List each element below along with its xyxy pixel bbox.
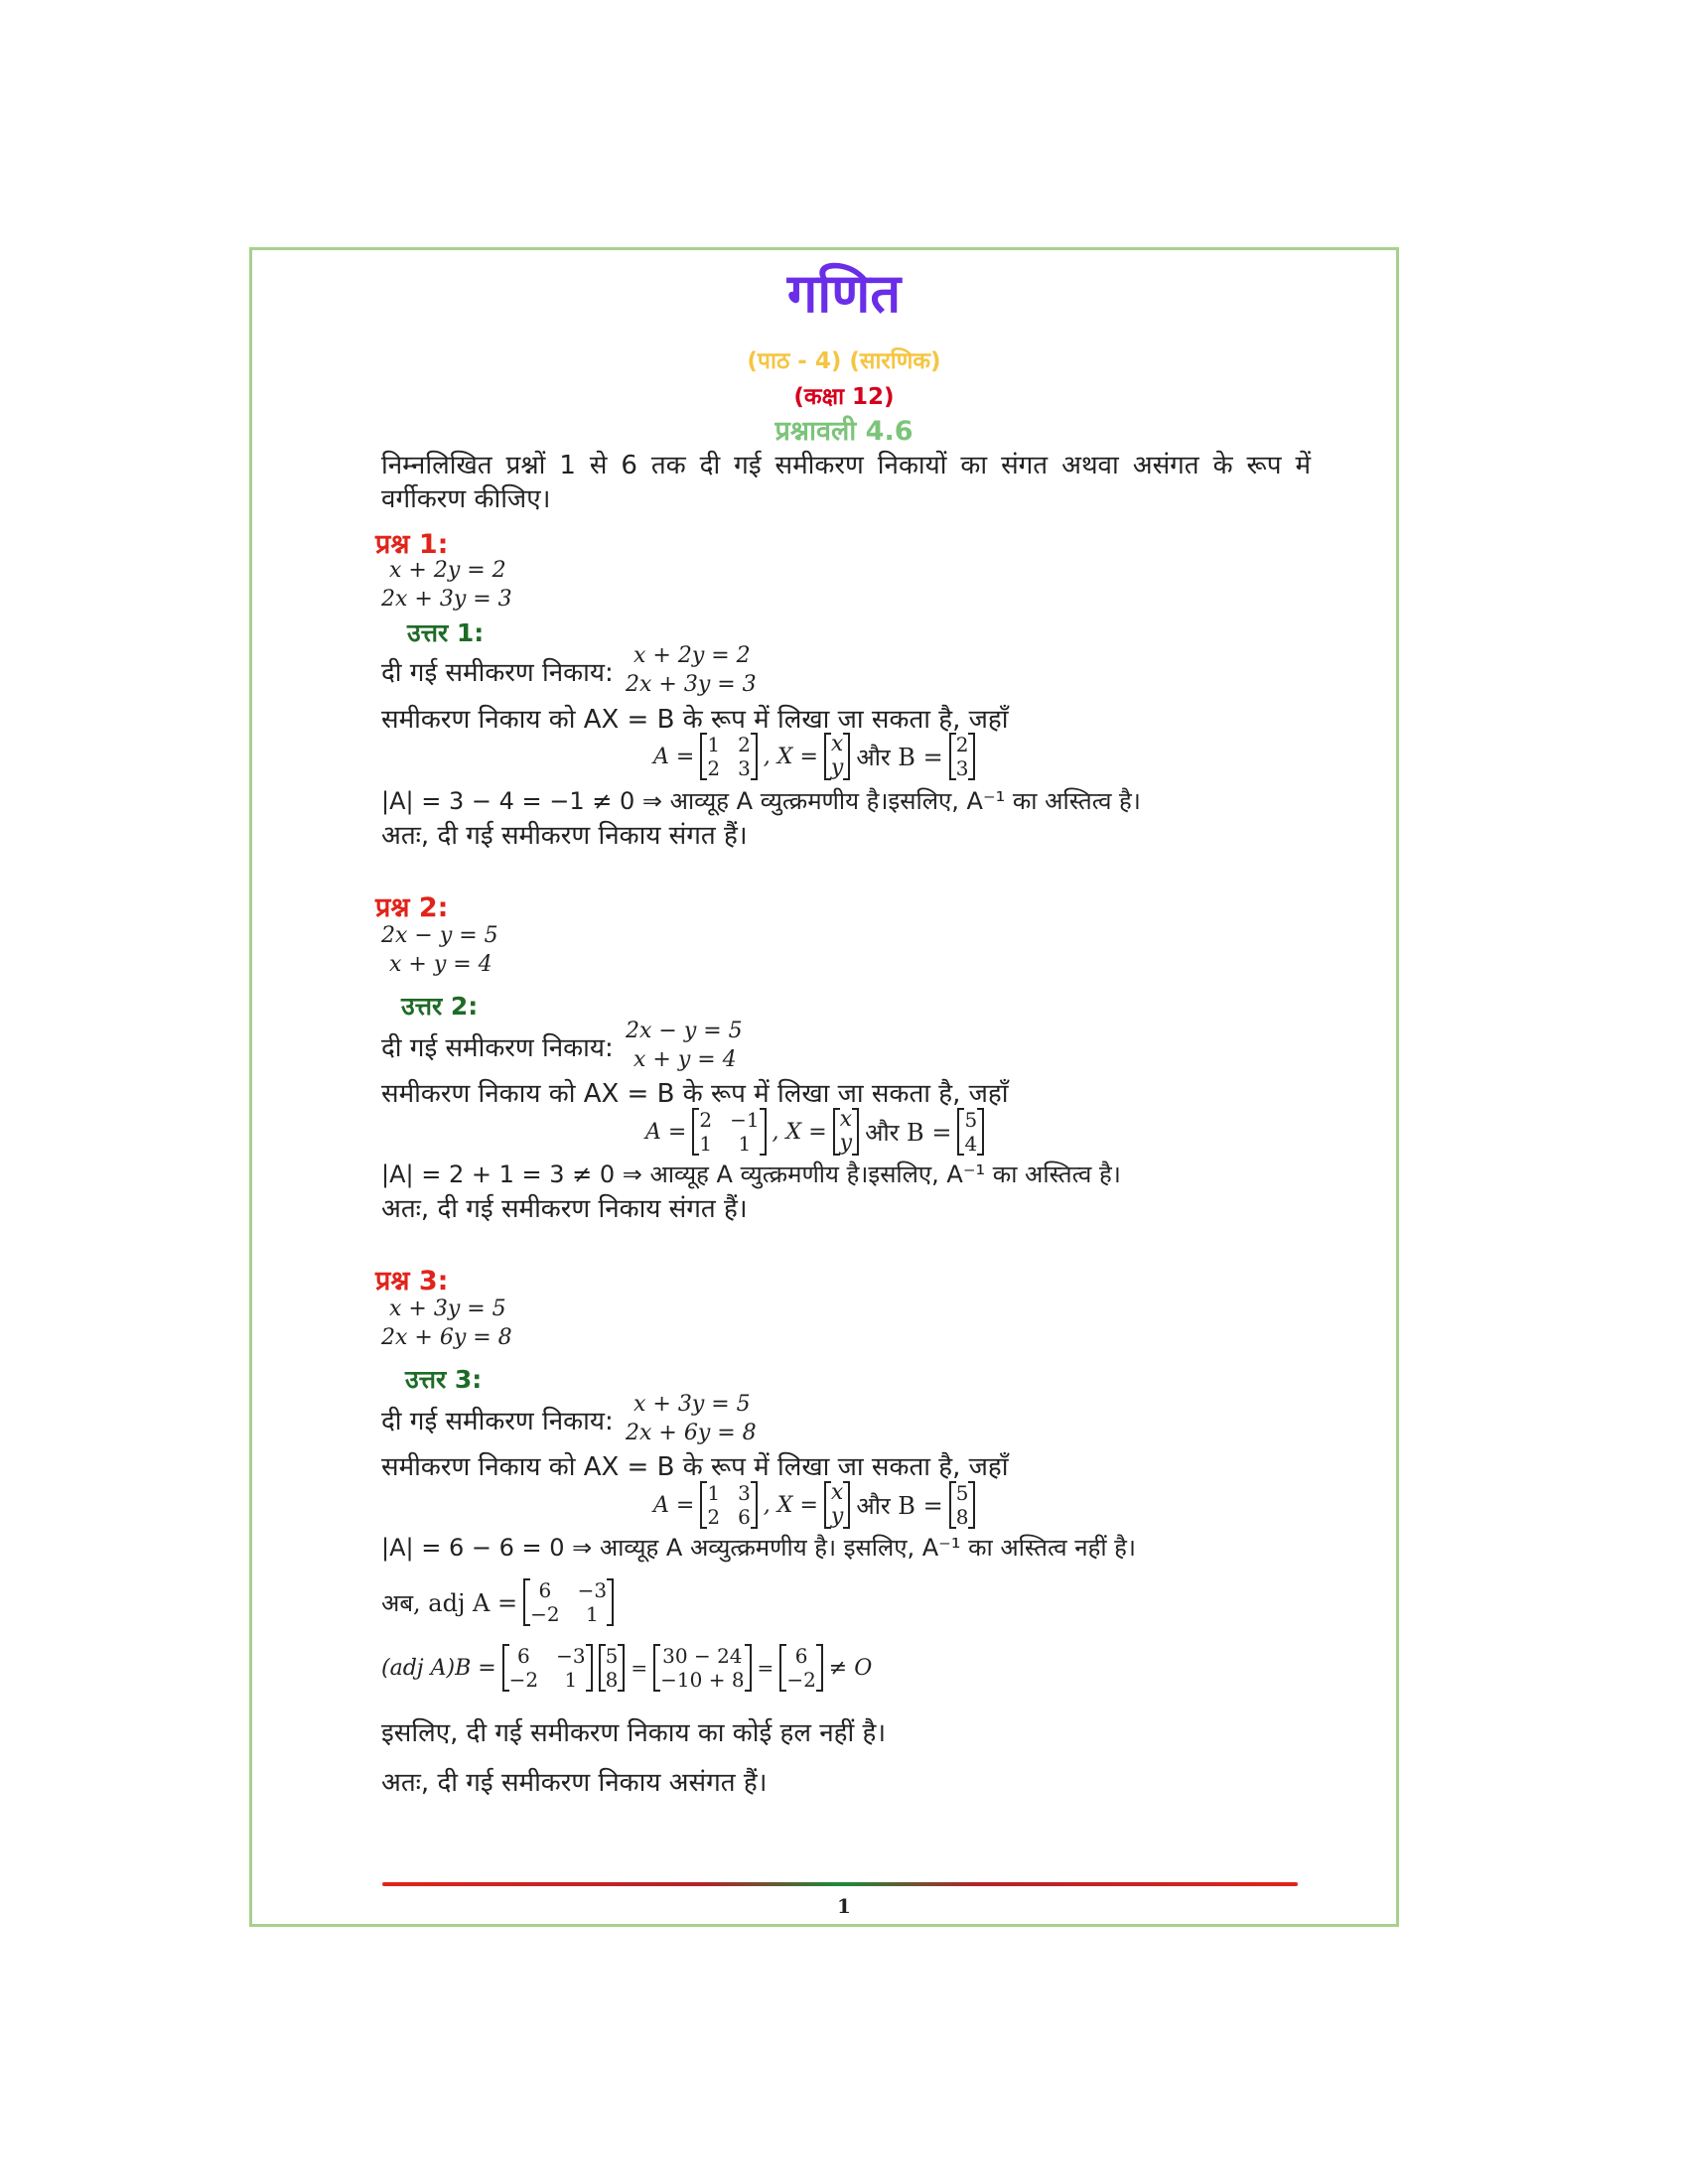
class-label: (कक्षा 12)	[793, 384, 895, 410]
q3-given-eq-1: x + 3y = 5	[633, 1392, 751, 1417]
question-3-heading: प्रश्न 3:	[375, 1266, 449, 1297]
answer-3-heading: उत्तर 3:	[405, 1365, 483, 1394]
answer-1-heading: उत्तर 1:	[407, 618, 485, 647]
q1-determinant: |A| = 3 − 4 = −1 ≠ 0 ⇒ आव्यूह A व्युत्क्रमणीय है।इसलिए, A⁻¹ का अस्तित्व है।	[381, 787, 1141, 815]
q3-determinant: |A| = 6 − 6 = 0 ⇒ आव्यूह A अव्युत्क्रमणीय है। इसलिए, A⁻¹ का अस्तित्व नहीं है।	[381, 1534, 1137, 1562]
q2-given-eq-1: 2x − y = 5	[626, 1019, 743, 1043]
matrix-cell: x	[830, 1480, 844, 1505]
matrix-cell: 6	[517, 1644, 530, 1668]
q2-equation-2: x + y = 4	[389, 952, 492, 977]
q1-matrix-x	[824, 733, 850, 780]
q3-x-label: , X =	[763, 1492, 818, 1518]
matrix-cell: −3	[577, 1578, 608, 1602]
q3-matrix-x	[824, 1481, 850, 1529]
matrix-cell: 6	[794, 1644, 808, 1668]
q3-given-eq-2: 2x + 6y = 8	[626, 1421, 757, 1445]
matrix-cell: y	[830, 1504, 844, 1529]
matrix-cell: −10 + 8	[660, 1668, 745, 1692]
question-2-heading: प्रश्न 2:	[375, 892, 449, 923]
q3-prod-matrix-3	[653, 1644, 751, 1692]
q3-form-text: समीकरण निकाय को AX = B के रूप में लिखा जा सकता है, जहाँ	[381, 1452, 1009, 1482]
q3-prod-equals-1: =	[631, 1656, 648, 1680]
q3-matrix-a	[700, 1481, 757, 1529]
matrix-cell: 5	[605, 1644, 619, 1668]
matrix-cell: −2	[530, 1602, 560, 1626]
q1-given-label: दी गई समीकरण निकाय:	[381, 658, 614, 688]
q3-prod-matrix-2	[599, 1644, 626, 1692]
q3-adj-label: अब, adj A =	[381, 1588, 518, 1617]
q2-matrix-x	[833, 1108, 859, 1156]
matrix-cell: −1	[730, 1108, 760, 1132]
matrix-cell: 8	[955, 1505, 969, 1529]
chapter-label: (पाठ - 4) (सारणिक)	[747, 348, 941, 374]
matrix-cell: 6	[538, 1578, 552, 1602]
q3-prod-equals-2: =	[757, 1656, 774, 1680]
matrix-cell: 2	[699, 1108, 713, 1132]
q3-conclusion: अतः, दी गई समीकरण निकाय असंगत हैं।	[381, 1768, 768, 1798]
q1-equation-1: x + 2y = 2	[389, 558, 506, 583]
matrix-cell: 3	[955, 756, 969, 780]
q1-given-eq-1: x + 2y = 2	[633, 643, 751, 668]
matrix-cell: 2	[738, 733, 751, 756]
matrix-cell: −2	[786, 1668, 816, 1692]
q2-form-text: समीकरण निकाय को AX = B के रूप में लिखा जा सकता है, जहाँ	[381, 1079, 1009, 1109]
question-1-heading: प्रश्न 1:	[375, 529, 449, 560]
q3-given-label: दी गई समीकरण निकाय:	[381, 1407, 614, 1436]
matrix-cell: x	[839, 1107, 853, 1132]
matrix-cell: −2	[508, 1668, 539, 1692]
q3-no-solution: इसलिए, दी गई समीकरण निकाय का कोई हल नहीं है।	[381, 1718, 887, 1748]
q1-matrix-a	[700, 733, 757, 780]
q2-conclusion: अतः, दी गई समीकरण निकाय संगत हैं।	[381, 1194, 748, 1224]
q2-given-eq-2: x + y = 4	[633, 1047, 737, 1072]
q2-a-label: A =	[645, 1119, 687, 1145]
q2-matrix-b	[957, 1108, 984, 1156]
q3-equation-1: x + 3y = 5	[389, 1297, 506, 1321]
matrix-cell: 1	[699, 1132, 713, 1156]
instructions: निम्नलिखित प्रश्नों 1 से 6 तक दी गई समीकरण निकायों का संगत अथवा असंगत के रूप में वर्गीकरण कीजिए।	[381, 451, 1311, 514]
exercise-label: प्रश्नावली 4.6	[774, 416, 914, 447]
q3-b-label: और B =	[856, 1491, 943, 1520]
matrix-cell: 8	[605, 1668, 619, 1692]
q1-a-label: A =	[653, 744, 695, 769]
matrix-cell: 5	[955, 1481, 969, 1505]
q1-matrices	[653, 733, 975, 780]
q3-adjoint	[381, 1578, 614, 1626]
matrix-cell: 6	[738, 1505, 751, 1529]
q2-determinant: |A| = 2 + 1 = 3 ≠ 0 ⇒ आव्यूह A व्युत्क्रमणीय है।इसलिए, A⁻¹ का अस्तित्व है।	[381, 1160, 1121, 1188]
matrix-cell: 5	[964, 1108, 978, 1132]
matrix-cell: 3	[738, 1481, 751, 1505]
matrix-cell: 1	[564, 1668, 578, 1692]
page-title: गणित	[786, 262, 902, 325]
footer-divider	[382, 1882, 1298, 1886]
matrix-cell: 1	[707, 733, 721, 756]
matrix-cell: 1	[707, 1481, 721, 1505]
q2-b-label: और B =	[865, 1118, 952, 1147]
matrix-cell: 1	[738, 1132, 752, 1156]
matrix-cell: 2	[707, 1505, 721, 1529]
matrix-cell: x	[830, 732, 844, 756]
q3-adj-matrix	[523, 1578, 614, 1626]
q1-b-label: और B =	[856, 743, 943, 771]
q1-form-text: समीकरण निकाय को AX = B के रूप में लिखा जा सकता है, जहाँ	[381, 705, 1009, 735]
q1-equation-2: 2x + 3y = 3	[381, 587, 512, 612]
q3-prod-matrix-1	[502, 1644, 593, 1692]
matrix-cell: 2	[955, 733, 969, 756]
q3-prod-tail: ≠ O	[828, 1655, 873, 1681]
q3-prod-matrix-4	[779, 1644, 822, 1692]
page-number: 1	[837, 1894, 851, 1918]
matrix-cell: 3	[738, 756, 751, 780]
matrix-cell: 30 − 24	[662, 1644, 743, 1668]
q1-x-label: , X =	[763, 744, 818, 769]
q3-equation-2: 2x + 6y = 8	[381, 1325, 512, 1350]
matrix-cell: −3	[556, 1644, 586, 1668]
matrix-cell: 2	[707, 756, 721, 780]
q1-given-eq-2: 2x + 3y = 3	[626, 672, 757, 697]
q3-prod-label: (adj A)B =	[381, 1655, 496, 1681]
matrix-cell: 1	[585, 1602, 599, 1626]
q3-product	[381, 1644, 872, 1692]
q2-matrices	[645, 1108, 984, 1156]
answer-2-heading: उत्तर 2:	[401, 992, 479, 1021]
matrix-cell: 4	[964, 1132, 978, 1156]
q1-matrix-b	[949, 733, 976, 780]
q3-matrices	[653, 1481, 975, 1529]
q3-matrix-b	[949, 1481, 976, 1529]
q2-matrix-a	[692, 1108, 766, 1156]
q2-equation-1: 2x − y = 5	[381, 923, 498, 948]
q2-x-label: , X =	[772, 1119, 827, 1145]
matrix-cell: y	[830, 755, 844, 780]
q2-given-label: दी गई समीकरण निकाय:	[381, 1033, 614, 1063]
q3-a-label: A =	[653, 1492, 695, 1518]
q1-conclusion: अतः, दी गई समीकरण निकाय संगत हैं।	[381, 821, 748, 851]
matrix-cell: y	[839, 1131, 853, 1156]
